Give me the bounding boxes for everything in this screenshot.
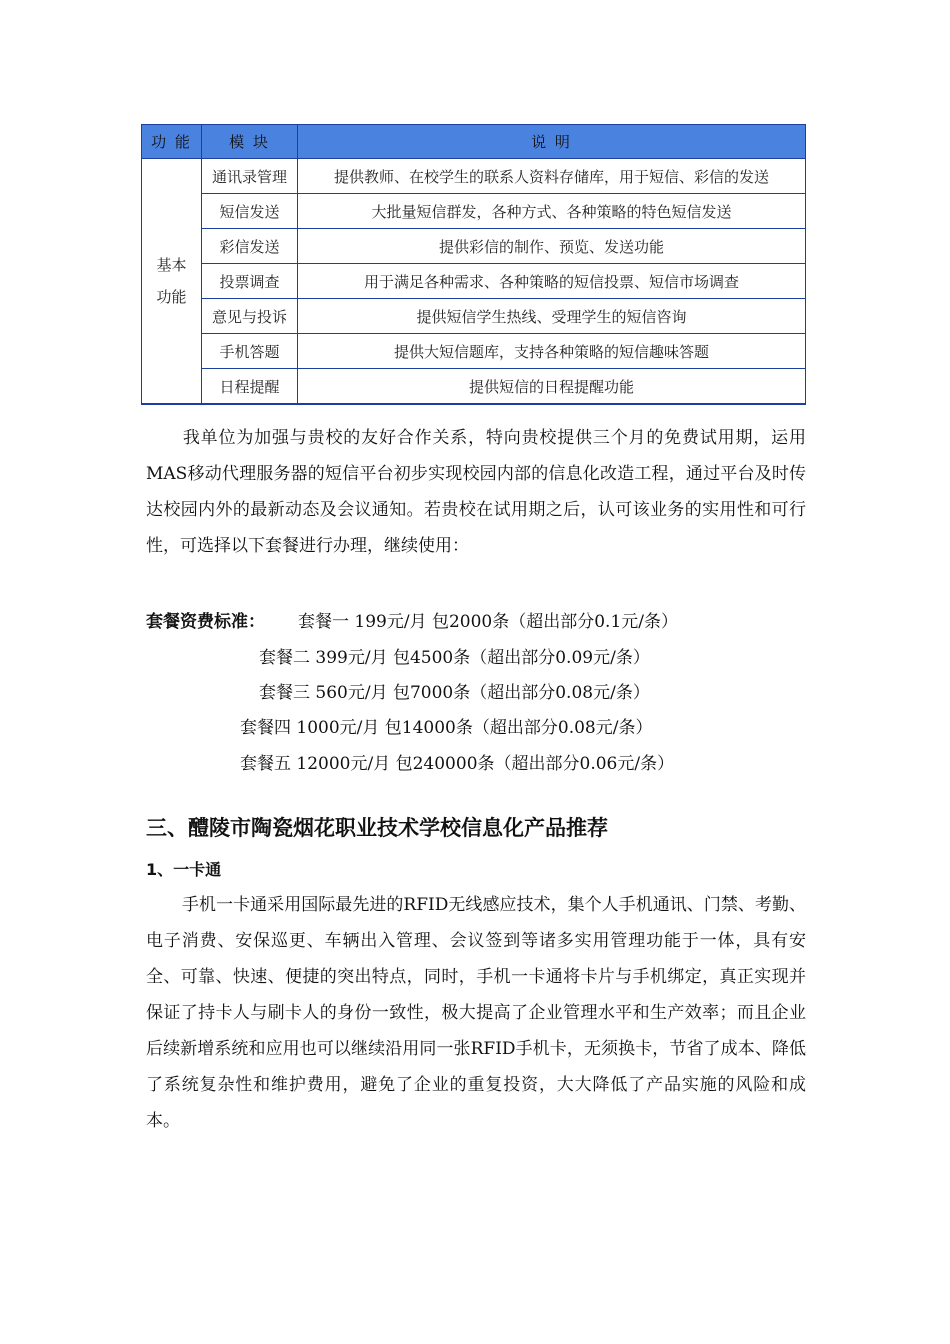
- description-cell: 提供短信的日程提醒功能: [298, 369, 806, 405]
- function-cell: [142, 159, 202, 405]
- function-label-line2: 功能: [156, 288, 187, 306]
- package-item: 套餐三 560元/月 包7000条（超出部分0.08元/条）: [259, 683, 650, 703]
- module-cell: 日程提醒: [202, 369, 298, 405]
- module-cell: 手机答题: [202, 334, 298, 369]
- card-paragraph-text: 手机一卡通采用国际最先进的RFID无线感应技术，集个人手机通讯、门禁、考勤、电子消费、安保巡更、车辆出入管理、会议签到等诸多实用管理功能于一体，具有安全、可靠、快速、便捷的突出特点，同时，手机一卡通将卡片与手机绑定，真正实现并保证了持卡人与刷卡人的身份一致性，极大提高了企业管理水平和生产效率；而且企业后续新增系统和应用也可以继续沿用同一张RFID手机卡，无须换卡，节省了成本、降低了系统复杂性和维护费用，避免了企业的重复投资，大大降低了产品实施的风险和成本。: [146, 895, 806, 1131]
- card-paragraph: [146, 887, 806, 1139]
- subsection-heading: 1、一卡通: [146, 860, 222, 879]
- description-cell: 提供教师、在校学生的联系人资料存储库，用于短信、彩信的发送: [298, 159, 806, 194]
- description-cell: 提供大短信题库，支持各种策略的短信趣味答题: [298, 334, 806, 369]
- intro-paragraph-text: 我单位为加强与贵校的友好合作关系，特向贵校提供三个月的免费试用期，运用MAS移动代理服务器的短信平台初步实现校园内部的信息化改造工程，通过平台及时传达校园内外的最新动态及会议通知。若贵校在试用期之后，认可该业务的实用性和可行性，可选择以下套餐进行办理，继续使用：: [146, 428, 806, 556]
- package-item: 套餐一 199元/月 包2000条（超出部分0.1元/条）: [298, 612, 679, 632]
- header-module: 模 块: [202, 125, 298, 159]
- header-description: 说 明: [298, 125, 806, 159]
- table-row: [142, 159, 806, 194]
- description-cell: 提供短信学生热线、受理学生的短信咨询: [298, 299, 806, 334]
- package-item: 套餐二 399元/月 包4500条（超出部分0.09元/条）: [259, 648, 650, 668]
- package-item: 套餐五 12000元/月 包240000条（超出部分0.06元/条）: [240, 754, 675, 774]
- function-label-line1: 基本: [156, 256, 187, 274]
- description-cell: 提供彩信的制作、预览、发送功能: [298, 229, 806, 264]
- table-row: [142, 229, 806, 264]
- table-row: [142, 369, 806, 405]
- description-cell: 用于满足各种需求、各种策略的短信投票、短信市场调查: [298, 264, 806, 299]
- table-row: [142, 264, 806, 299]
- description-cell: 大批量短信群发，各种方式、各种策略的特色短信发送: [298, 194, 806, 229]
- module-cell: 意见与投诉: [202, 299, 298, 334]
- package-label: 套餐资费标准：: [146, 612, 265, 632]
- intro-paragraph: [146, 420, 806, 564]
- table-row: [142, 194, 806, 229]
- module-cell: 通讯录管理: [202, 159, 298, 194]
- table-header-row: [142, 125, 806, 159]
- package-item: 套餐四 1000元/月 包14000条（超出部分0.08元/条）: [240, 718, 653, 738]
- header-function: 功 能: [142, 125, 202, 159]
- function-table: [141, 124, 806, 405]
- module-cell: 短信发送: [202, 194, 298, 229]
- table-row: [142, 334, 806, 369]
- module-cell: 彩信发送: [202, 229, 298, 264]
- table-row: [142, 299, 806, 334]
- section-heading: 三、醴陵市陶瓷烟花职业技术学校信息化产品推荐: [146, 816, 608, 840]
- module-cell: 投票调查: [202, 264, 298, 299]
